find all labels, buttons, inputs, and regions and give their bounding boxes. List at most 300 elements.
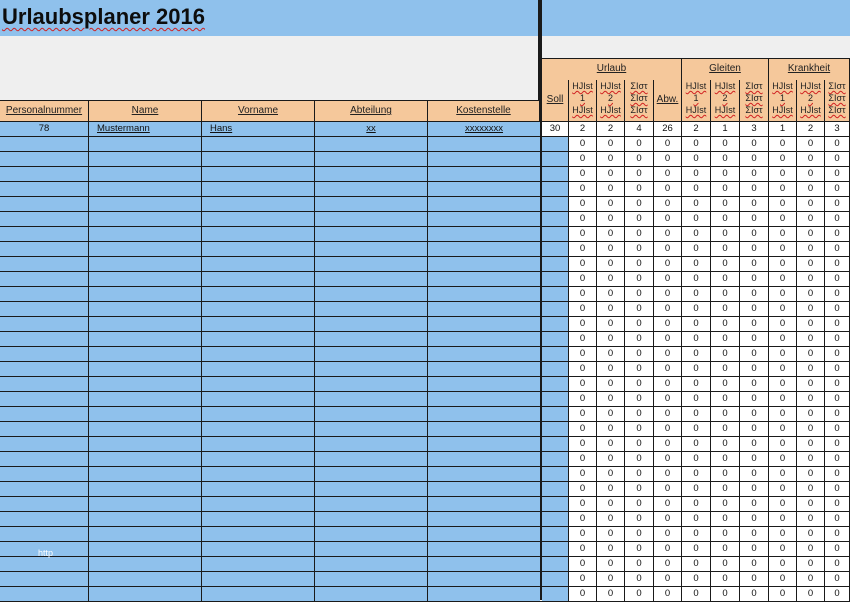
cell-value[interactable]: 0 <box>625 497 654 511</box>
cell-kostenstelle[interactable] <box>428 347 540 361</box>
cell-vorname[interactable]: Hans <box>202 122 315 136</box>
cell-value[interactable]: 0 <box>569 362 597 376</box>
cell-name[interactable] <box>89 152 202 166</box>
cell-abteilung[interactable] <box>315 467 428 481</box>
cell-value[interactable] <box>542 182 569 196</box>
cell-abteilung[interactable] <box>315 332 428 346</box>
cell-value[interactable]: 0 <box>682 302 711 316</box>
cell-value[interactable]: 0 <box>654 167 682 181</box>
cell-value[interactable]: 0 <box>711 272 740 286</box>
cell-value[interactable]: 0 <box>569 512 597 526</box>
cell-value[interactable]: 0 <box>797 287 825 301</box>
cell-value[interactable]: 2 <box>569 122 597 136</box>
cell-value[interactable]: 0 <box>569 377 597 391</box>
cell-value[interactable]: 0 <box>825 227 850 241</box>
cell-abteilung[interactable]: xx <box>315 122 428 136</box>
cell-value[interactable]: 0 <box>654 392 682 406</box>
cell-value[interactable]: 3 <box>740 122 769 136</box>
cell-value[interactable]: 0 <box>711 572 740 586</box>
cell-value[interactable]: 0 <box>797 257 825 271</box>
cell-value[interactable]: 0 <box>654 542 682 556</box>
cell-value[interactable]: 0 <box>625 287 654 301</box>
sub-header-sum[interactable] <box>740 80 769 122</box>
cell-value[interactable]: 0 <box>797 272 825 286</box>
cell-value[interactable]: 0 <box>825 572 850 586</box>
cell-value[interactable]: 0 <box>625 392 654 406</box>
cell-vorname[interactable] <box>202 242 315 256</box>
cell-personalnummer[interactable] <box>0 152 89 166</box>
cell-value[interactable]: 0 <box>654 257 682 271</box>
cell-value[interactable]: 0 <box>769 362 797 376</box>
cell-value[interactable]: 0 <box>569 257 597 271</box>
cell-value[interactable]: 0 <box>597 287 625 301</box>
cell-name[interactable] <box>89 527 202 541</box>
cell-kostenstelle[interactable] <box>428 257 540 271</box>
cell-value[interactable]: 0 <box>569 317 597 331</box>
cell-name[interactable] <box>89 302 202 316</box>
cell-value[interactable] <box>542 302 569 316</box>
cell-value[interactable]: 0 <box>597 497 625 511</box>
cell-value[interactable]: 0 <box>597 212 625 226</box>
cell-value[interactable]: 0 <box>797 497 825 511</box>
cell-abteilung[interactable] <box>315 422 428 436</box>
cell-value[interactable]: 0 <box>769 467 797 481</box>
cell-value[interactable]: 0 <box>597 437 625 451</box>
cell-name[interactable] <box>89 242 202 256</box>
cell-name[interactable] <box>89 572 202 586</box>
cell-value[interactable]: 0 <box>654 332 682 346</box>
cell-personalnummer[interactable] <box>0 392 89 406</box>
cell-value[interactable]: 0 <box>569 587 597 601</box>
cell-value[interactable]: 0 <box>682 137 711 151</box>
cell-value[interactable]: 0 <box>825 467 850 481</box>
cell-personalnummer[interactable] <box>0 572 89 586</box>
cell-value[interactable]: 0 <box>711 332 740 346</box>
cell-value[interactable] <box>542 437 569 451</box>
cell-value[interactable]: 0 <box>625 422 654 436</box>
cell-value[interactable]: 0 <box>797 482 825 496</box>
cell-value[interactable]: 0 <box>797 467 825 481</box>
cell-value[interactable]: 0 <box>740 257 769 271</box>
cell-value[interactable]: 0 <box>597 272 625 286</box>
cell-value[interactable] <box>542 572 569 586</box>
cell-vorname[interactable] <box>202 362 315 376</box>
cell-value[interactable]: 0 <box>682 587 711 601</box>
cell-kostenstelle[interactable] <box>428 497 540 511</box>
cell-value[interactable] <box>542 347 569 361</box>
cell-value[interactable]: 0 <box>597 422 625 436</box>
cell-value[interactable]: 0 <box>654 302 682 316</box>
cell-value[interactable]: 0 <box>825 542 850 556</box>
col-header-vorname[interactable] <box>202 100 315 122</box>
cell-vorname[interactable] <box>202 512 315 526</box>
cell-value[interactable]: 0 <box>597 257 625 271</box>
cell-value[interactable]: 0 <box>711 542 740 556</box>
cell-value[interactable]: 0 <box>711 197 740 211</box>
cell-kostenstelle[interactable] <box>428 182 540 196</box>
cell-vorname[interactable] <box>202 347 315 361</box>
cell-value[interactable]: 0 <box>711 587 740 601</box>
cell-value[interactable]: 0 <box>625 197 654 211</box>
cell-abteilung[interactable] <box>315 317 428 331</box>
cell-vorname[interactable] <box>202 587 315 601</box>
cell-value[interactable]: 0 <box>625 377 654 391</box>
cell-value[interactable]: 0 <box>769 407 797 421</box>
cell-value[interactable]: 0 <box>769 452 797 466</box>
sub-header-hj1[interactable] <box>769 80 797 122</box>
cell-abteilung[interactable] <box>315 407 428 421</box>
cell-personalnummer[interactable] <box>0 167 89 181</box>
cell-value[interactable]: 0 <box>825 167 850 181</box>
cell-personalnummer[interactable] <box>0 497 89 511</box>
cell-value[interactable]: 0 <box>625 437 654 451</box>
cell-value[interactable]: 0 <box>682 347 711 361</box>
cell-abteilung[interactable] <box>315 272 428 286</box>
cell-value[interactable]: 0 <box>654 452 682 466</box>
cell-abteilung[interactable] <box>315 242 428 256</box>
cell-value[interactable]: 0 <box>711 467 740 481</box>
cell-value[interactable]: 0 <box>711 422 740 436</box>
cell-value[interactable]: 0 <box>797 212 825 226</box>
cell-value[interactable]: 0 <box>797 332 825 346</box>
cell-value[interactable]: 0 <box>825 302 850 316</box>
cell-abteilung[interactable] <box>315 182 428 196</box>
cell-value[interactable] <box>542 422 569 436</box>
cell-name[interactable] <box>89 422 202 436</box>
cell-vorname[interactable] <box>202 302 315 316</box>
cell-name[interactable] <box>89 212 202 226</box>
cell-abteilung[interactable] <box>315 542 428 556</box>
cell-vorname[interactable] <box>202 497 315 511</box>
cell-kostenstelle[interactable] <box>428 302 540 316</box>
cell-name[interactable] <box>89 542 202 556</box>
cell-value[interactable] <box>542 272 569 286</box>
cell-value[interactable]: 0 <box>740 212 769 226</box>
cell-value[interactable]: 0 <box>740 197 769 211</box>
cell-personalnummer[interactable] <box>0 182 89 196</box>
cell-kostenstelle[interactable] <box>428 137 540 151</box>
cell-vorname[interactable] <box>202 377 315 391</box>
cell-value[interactable]: 0 <box>711 242 740 256</box>
cell-value[interactable]: 0 <box>597 332 625 346</box>
cell-value[interactable]: 0 <box>569 527 597 541</box>
cell-value[interactable]: 0 <box>625 542 654 556</box>
cell-value[interactable]: 0 <box>797 167 825 181</box>
cell-personalnummer[interactable] <box>0 512 89 526</box>
cell-personalnummer[interactable] <box>0 422 89 436</box>
cell-value[interactable]: 0 <box>797 437 825 451</box>
cell-kostenstelle[interactable] <box>428 452 540 466</box>
cell-name[interactable] <box>89 257 202 271</box>
cell-value[interactable]: 0 <box>711 377 740 391</box>
cell-value[interactable]: 0 <box>597 137 625 151</box>
sub-header-hj2[interactable] <box>711 80 740 122</box>
cell-value[interactable]: 0 <box>769 587 797 601</box>
sub-header-sum[interactable] <box>825 80 850 122</box>
cell-value[interactable]: 0 <box>597 557 625 571</box>
cell-value[interactable]: 0 <box>682 527 711 541</box>
cell-kostenstelle[interactable] <box>428 167 540 181</box>
cell-value[interactable]: 30 <box>542 122 569 136</box>
cell-value[interactable]: 0 <box>682 227 711 241</box>
cell-value[interactable]: 0 <box>711 437 740 451</box>
cell-name[interactable] <box>89 332 202 346</box>
cell-value[interactable]: 0 <box>682 467 711 481</box>
cell-kostenstelle[interactable] <box>428 482 540 496</box>
cell-value[interactable]: 0 <box>711 362 740 376</box>
cell-value[interactable]: 0 <box>625 167 654 181</box>
cell-value[interactable]: 0 <box>769 542 797 556</box>
cell-abteilung[interactable] <box>315 587 428 601</box>
cell-kostenstelle[interactable] <box>428 542 540 556</box>
cell-value[interactable] <box>542 167 569 181</box>
group-header-gleiten[interactable] <box>682 58 769 80</box>
cell-name[interactable] <box>89 437 202 451</box>
cell-personalnummer[interactable] <box>0 317 89 331</box>
cell-value[interactable]: 0 <box>797 182 825 196</box>
cell-value[interactable]: 0 <box>682 332 711 346</box>
cell-abteilung[interactable] <box>315 167 428 181</box>
cell-name[interactable] <box>89 377 202 391</box>
cell-value[interactable]: 0 <box>569 572 597 586</box>
cell-value[interactable]: 0 <box>740 287 769 301</box>
cell-value[interactable]: 0 <box>569 467 597 481</box>
cell-value[interactable]: 0 <box>797 347 825 361</box>
cell-value[interactable]: 2 <box>682 122 711 136</box>
cell-value[interactable]: 0 <box>654 272 682 286</box>
cell-kostenstelle[interactable] <box>428 467 540 481</box>
cell-abteilung[interactable] <box>315 197 428 211</box>
cell-value[interactable]: 0 <box>711 347 740 361</box>
cell-value[interactable]: 0 <box>797 542 825 556</box>
cell-value[interactable]: 0 <box>654 587 682 601</box>
cell-abteilung[interactable] <box>315 452 428 466</box>
cell-value[interactable]: 0 <box>769 212 797 226</box>
cell-value[interactable]: 0 <box>769 557 797 571</box>
cell-value[interactable]: 0 <box>682 317 711 331</box>
cell-value[interactable]: 0 <box>597 347 625 361</box>
cell-value[interactable] <box>542 587 569 601</box>
cell-value[interactable]: 0 <box>625 242 654 256</box>
cell-value[interactable]: 0 <box>597 242 625 256</box>
cell-value[interactable]: 0 <box>769 497 797 511</box>
cell-value[interactable] <box>542 557 569 571</box>
cell-value[interactable]: 0 <box>825 497 850 511</box>
cell-value[interactable]: 0 <box>797 362 825 376</box>
cell-value[interactable]: 0 <box>597 467 625 481</box>
cell-kostenstelle[interactable] <box>428 422 540 436</box>
cell-value[interactable]: 0 <box>769 167 797 181</box>
cell-value[interactable] <box>542 497 569 511</box>
cell-value[interactable]: 0 <box>569 497 597 511</box>
cell-value[interactable]: 0 <box>625 557 654 571</box>
cell-value[interactable]: 0 <box>597 527 625 541</box>
cell-value[interactable]: 0 <box>769 197 797 211</box>
cell-vorname[interactable] <box>202 167 315 181</box>
cell-value[interactable]: 0 <box>711 182 740 196</box>
cell-kostenstelle[interactable] <box>428 197 540 211</box>
col-header-name[interactable] <box>89 100 202 122</box>
cell-value[interactable]: 0 <box>711 227 740 241</box>
cell-value[interactable]: 0 <box>769 482 797 496</box>
cell-value[interactable]: 2 <box>597 122 625 136</box>
cell-value[interactable]: 0 <box>797 377 825 391</box>
cell-value[interactable]: 0 <box>625 227 654 241</box>
cell-personalnummer[interactable] <box>0 197 89 211</box>
cell-value[interactable]: 0 <box>569 332 597 346</box>
cell-kostenstelle[interactable] <box>428 512 540 526</box>
cell-value[interactable]: 0 <box>825 287 850 301</box>
sub-header-sum[interactable] <box>625 80 654 122</box>
cell-value[interactable]: 0 <box>825 197 850 211</box>
cell-value[interactable]: 0 <box>740 542 769 556</box>
cell-abteilung[interactable] <box>315 557 428 571</box>
cell-value[interactable]: 0 <box>769 182 797 196</box>
cell-value[interactable]: 0 <box>797 302 825 316</box>
cell-value[interactable]: 4 <box>625 122 654 136</box>
cell-value[interactable]: 0 <box>569 407 597 421</box>
cell-personalnummer[interactable] <box>0 587 89 601</box>
cell-abteilung[interactable] <box>315 227 428 241</box>
cell-value[interactable]: 0 <box>597 152 625 166</box>
cell-value[interactable]: 0 <box>682 212 711 226</box>
cell-value[interactable]: 0 <box>797 422 825 436</box>
cell-value[interactable]: 1 <box>769 122 797 136</box>
cell-value[interactable]: 0 <box>597 482 625 496</box>
cell-value[interactable]: 0 <box>569 137 597 151</box>
cell-value[interactable]: 0 <box>654 182 682 196</box>
cell-value[interactable]: 0 <box>825 182 850 196</box>
cell-value[interactable]: 0 <box>797 152 825 166</box>
cell-kostenstelle[interactable] <box>428 227 540 241</box>
cell-value[interactable]: 0 <box>740 392 769 406</box>
cell-value[interactable]: 0 <box>711 512 740 526</box>
cell-name[interactable] <box>89 287 202 301</box>
cell-value[interactable]: 0 <box>769 377 797 391</box>
cell-value[interactable]: 0 <box>625 347 654 361</box>
cell-value[interactable]: 0 <box>825 362 850 376</box>
cell-value[interactable]: 0 <box>597 452 625 466</box>
cell-value[interactable]: 0 <box>769 437 797 451</box>
cell-abteilung[interactable] <box>315 152 428 166</box>
cell-value[interactable]: 0 <box>825 332 850 346</box>
cell-abteilung[interactable] <box>315 302 428 316</box>
cell-personalnummer[interactable] <box>0 437 89 451</box>
cell-value[interactable]: 0 <box>740 422 769 436</box>
cell-value[interactable]: 0 <box>569 347 597 361</box>
cell-value[interactable]: 0 <box>654 572 682 586</box>
cell-abteilung[interactable] <box>315 137 428 151</box>
cell-value[interactable]: 0 <box>597 362 625 376</box>
cell-value[interactable]: 0 <box>711 452 740 466</box>
cell-value[interactable]: 0 <box>654 512 682 526</box>
cell-value[interactable] <box>542 317 569 331</box>
cell-personalnummer[interactable] <box>0 362 89 376</box>
group-header-krankheit[interactable] <box>769 58 850 80</box>
cell-abteilung[interactable] <box>315 392 428 406</box>
cell-value[interactable]: 0 <box>569 482 597 496</box>
cell-abteilung[interactable] <box>315 347 428 361</box>
cell-value[interactable] <box>542 362 569 376</box>
cell-value[interactable]: 0 <box>654 152 682 166</box>
cell-value[interactable]: 0 <box>682 557 711 571</box>
cell-value[interactable]: 0 <box>682 452 711 466</box>
cell-value[interactable]: 0 <box>682 482 711 496</box>
cell-name[interactable] <box>89 317 202 331</box>
cell-value[interactable]: 0 <box>654 362 682 376</box>
cell-value[interactable]: 0 <box>740 437 769 451</box>
cell-name[interactable] <box>89 197 202 211</box>
cell-value[interactable]: 0 <box>569 287 597 301</box>
cell-value[interactable]: 0 <box>625 587 654 601</box>
cell-value[interactable]: 0 <box>625 527 654 541</box>
cell-kostenstelle[interactable] <box>428 362 540 376</box>
cell-value[interactable]: 0 <box>797 452 825 466</box>
cell-value[interactable]: 0 <box>654 242 682 256</box>
cell-name[interactable] <box>89 362 202 376</box>
cell-value[interactable]: 0 <box>569 392 597 406</box>
cell-value[interactable]: 0 <box>654 497 682 511</box>
cell-value[interactable]: 0 <box>654 422 682 436</box>
cell-value[interactable]: 0 <box>682 437 711 451</box>
cell-value[interactable] <box>542 242 569 256</box>
cell-name[interactable] <box>89 347 202 361</box>
cell-value[interactable]: 0 <box>740 497 769 511</box>
cell-kostenstelle[interactable] <box>428 437 540 451</box>
cell-kostenstelle[interactable] <box>428 317 540 331</box>
cell-value[interactable]: 0 <box>825 242 850 256</box>
cell-kostenstelle[interactable] <box>428 527 540 541</box>
cell-value[interactable]: 0 <box>625 317 654 331</box>
cell-value[interactable]: 0 <box>711 407 740 421</box>
cell-value[interactable]: 0 <box>597 302 625 316</box>
cell-value[interactable]: 0 <box>654 527 682 541</box>
cell-vorname[interactable] <box>202 287 315 301</box>
cell-value[interactable] <box>542 527 569 541</box>
cell-value[interactable]: 0 <box>597 317 625 331</box>
cell-value[interactable]: 0 <box>597 407 625 421</box>
cell-value[interactable]: 0 <box>825 392 850 406</box>
cell-value[interactable]: 0 <box>825 512 850 526</box>
cell-personalnummer[interactable] <box>0 467 89 481</box>
cell-value[interactable]: 0 <box>625 512 654 526</box>
cell-personalnummer[interactable] <box>0 347 89 361</box>
cell-value[interactable]: 0 <box>740 332 769 346</box>
cell-kostenstelle[interactable] <box>428 557 540 571</box>
cell-name[interactable] <box>89 482 202 496</box>
cell-value[interactable]: 0 <box>797 527 825 541</box>
cell-value[interactable]: 0 <box>740 137 769 151</box>
cell-vorname[interactable] <box>202 572 315 586</box>
cell-value[interactable]: 0 <box>711 317 740 331</box>
cell-value[interactable]: 0 <box>625 407 654 421</box>
cell-vorname[interactable] <box>202 227 315 241</box>
cell-abteilung[interactable] <box>315 512 428 526</box>
cell-kostenstelle[interactable] <box>428 587 540 601</box>
cell-value[interactable]: 0 <box>740 182 769 196</box>
cell-vorname[interactable] <box>202 152 315 166</box>
cell-value[interactable]: 0 <box>740 482 769 496</box>
cell-value[interactable]: 2 <box>797 122 825 136</box>
cell-value[interactable]: 0 <box>769 572 797 586</box>
cell-value[interactable]: 0 <box>682 257 711 271</box>
cell-value[interactable]: 0 <box>769 137 797 151</box>
cell-value[interactable]: 0 <box>825 152 850 166</box>
cell-abteilung[interactable] <box>315 437 428 451</box>
cell-value[interactable]: 0 <box>769 287 797 301</box>
cell-value[interactable]: 0 <box>825 527 850 541</box>
cell-value[interactable] <box>542 227 569 241</box>
